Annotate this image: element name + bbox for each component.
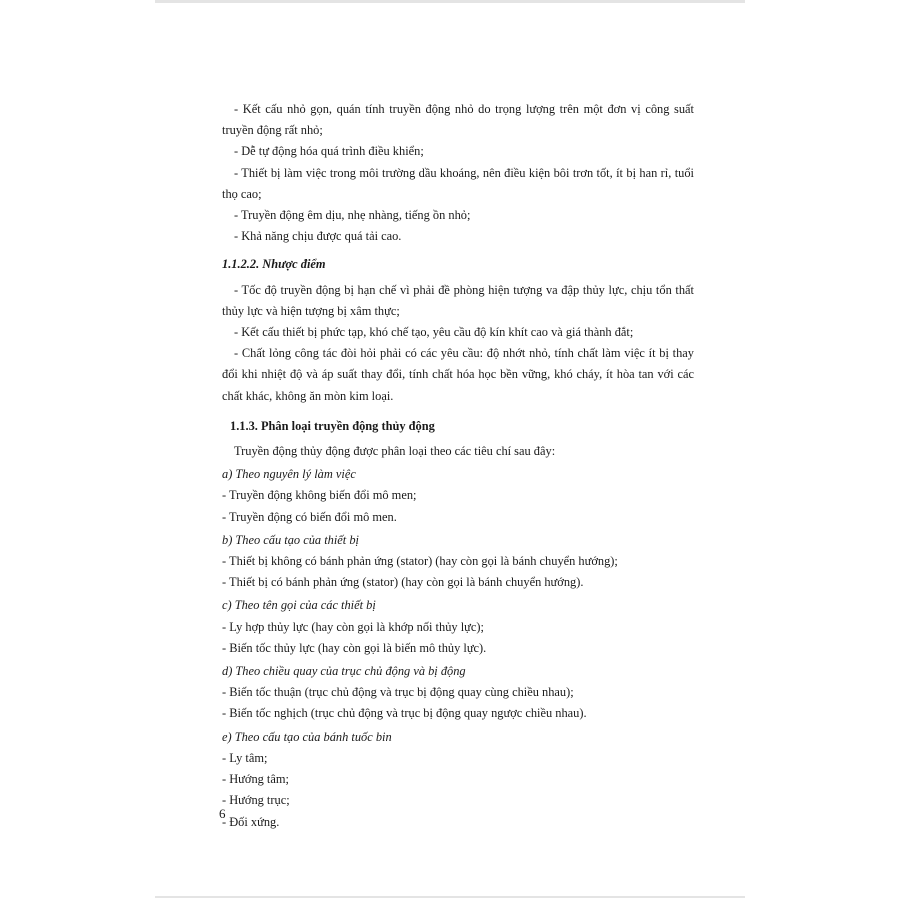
text-paragraph: - Truyền động không biến đổi mô men; — [222, 488, 417, 503]
text-paragraph: - Thiết bị có bánh phản ứng (stator) (hay còn gọi là bánh chuyển hướng). — [222, 575, 584, 590]
text-paragraph: - Biến tốc nghịch (trục chủ động và trục bị động quay ngược chiều nhau). — [222, 706, 587, 721]
text-paragraph: - Tốc độ truyền động bị hạn chế vì phải đề phòng hiện tượng va đập thủy lực, chịu tổn thất thủy lực và hiện tượng bị xâm thực; — [222, 282, 694, 318]
page-number: 6 — [219, 806, 226, 821]
text-paragraph: - Dễ tự động hóa quá trình điều khiển; — [234, 144, 424, 159]
text-paragraph: - Kết cấu nhỏ gọn, quán tính truyền động nhỏ do trọng lượng trên một đơn vị công suất truyền động rất nhỏ; — [222, 102, 694, 138]
subsection-label: b) Theo cấu tạo của thiết bị — [222, 532, 359, 547]
text-paragraph: - Biến tốc thủy lực (hay còn gọi là biến mô thủy lực). — [222, 640, 487, 655]
text-paragraph: - Hướng tâm; — [222, 772, 289, 787]
text-paragraph: - Thiết bị làm việc trong môi trường dầu khoáng, nên điều kiện bôi trơn tốt, ít bị han rỉ, tuổi thọ cao; — [222, 165, 694, 201]
top-border-line — [155, 0, 745, 3]
text-paragraph: - Đối xứng. — [222, 814, 280, 829]
text-paragraph: - Truyền động êm dịu, nhẹ nhàng, tiếng ồn nhỏ; — [234, 208, 471, 223]
section-heading: 1.1.2.2. Nhược điểm — [222, 257, 326, 272]
text-paragraph: - Khả năng chịu được quá tải cao. — [234, 229, 402, 244]
subsection-label: e) Theo cấu tạo của bánh tuốc bin — [222, 729, 392, 744]
text-paragraph: - Kết cấu thiết bị phức tạp, khó chế tạo, yêu cầu độ kín khít cao và giá thành đắt; — [234, 325, 634, 340]
text-paragraph: - Ly tâm; — [222, 750, 268, 765]
text-paragraph: - Ly hợp thủy lực (hay còn gọi là khớp nối thủy lực); — [222, 619, 484, 634]
text-paragraph: - Hướng trục; — [222, 793, 290, 808]
text-paragraph: - Chất lỏng công tác đòi hỏi phải có các yêu cầu: độ nhớt nhỏ, tính chất làm việc ít bị thay đổi khi nhiệt độ và áp suất thay đổi, tính chất hóa học bền vững, khó cháy, ít hòa tan với các chất khác, không ăn mòn kim loại. — [222, 346, 694, 403]
subsection-label: d) Theo chiều quay của trục chủ động và bị động — [222, 664, 466, 679]
bottom-border-line — [155, 896, 745, 898]
subsection-label: c) Theo tên gọi của các thiết bị — [222, 598, 376, 613]
text-paragraph: - Biến tốc thuận (trục chủ động và trục bị động quay cùng chiều nhau); — [222, 685, 574, 700]
text-paragraph: Truyền động thủy động được phân loại theo các tiêu chí sau đây: — [234, 444, 556, 459]
document-page-body — [222, 99, 694, 833]
text-paragraph: - Thiết bị không có bánh phản ứng (stator) (hay còn gọi là bánh chuyển hướng); — [222, 554, 618, 569]
subsection-label: a) Theo nguyên lý làm việc — [222, 467, 356, 482]
section-heading: 1.1.3. Phân loại truyền động thủy động — [230, 418, 435, 433]
text-paragraph: - Truyền động có biến đổi mô men. — [222, 509, 397, 524]
